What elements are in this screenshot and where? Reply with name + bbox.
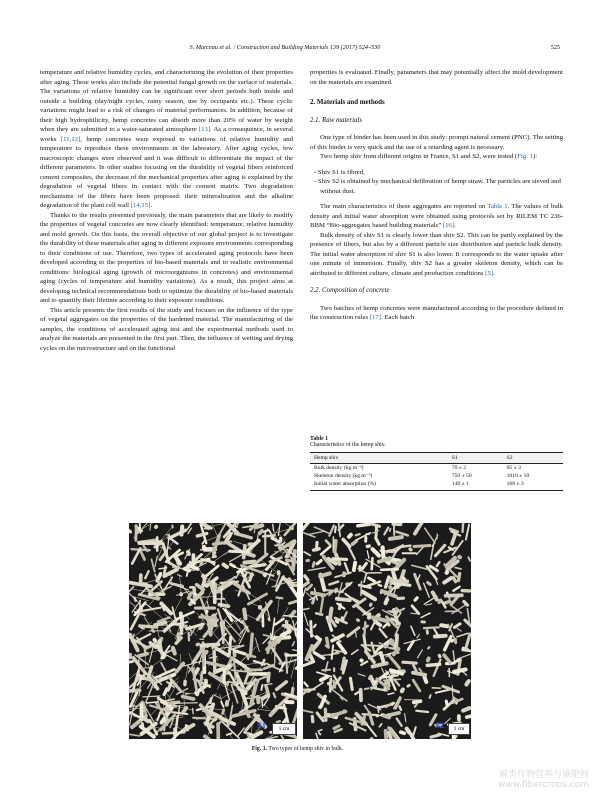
watermark-line: www.fibercrops.com [498,780,589,790]
figure-panel-s2 [303,523,471,739]
shiv-particle [420,620,426,623]
shiv-particle [425,662,441,667]
shiv-particle [305,559,310,563]
text: ): [532,153,538,160]
watermark [498,770,589,790]
shiv-particle [377,583,383,587]
shiv-particle [391,579,409,583]
reference-link[interactable]: [14,15] [130,202,151,209]
shiv-particle [303,681,309,688]
reference-link[interactable]: [17] [369,314,382,321]
shiv-photo-s1 [129,523,297,739]
text: , hemp concretes were exposed to variations of relative humidity and temperature to reproduce these environments in the laboratory. After aging cycles, few macroscopic changes were observed and it was difficult to differentiate the impact of the different parameters. In other studies focusing on the durability of vegetal fibers reinforced cement composites, the decrease of the mechanical properties after aging is explained by the degradation of vegetal fibers in contact with the cement matrix. Two degradation mechanisms of the fibers have been proposed: their mineralization and the alkaline degradation of the plant cell wall [40,135,293,209]
shiv-particle [315,558,323,566]
shiv-particle [333,667,335,672]
shiv-fiber [144,618,153,631]
shiv-particle [364,536,367,543]
shiv-particle [272,692,277,699]
shiv-particle [451,604,466,615]
shiv-particle [307,681,324,693]
shiv-particle [225,700,230,707]
shiv-particle [242,607,248,620]
shiv-particle [280,575,295,587]
shiv-particle [367,576,377,583]
shiv-fiber [242,588,261,601]
shiv-particle [324,539,332,547]
shiv-particle [221,708,226,715]
shiv-particle [255,599,273,622]
shiv-particle [411,678,422,693]
shiv-fiber [224,620,236,632]
reference-link[interactable]: [13] [198,126,211,133]
shiv-particle [411,564,428,570]
shiv-particle [452,585,462,592]
shiv-particle [294,665,297,670]
shiv-particle [317,729,323,733]
shiv-particle [452,685,454,701]
shiv-particle [369,736,374,739]
paragraph [310,231,563,279]
shiv-particle [368,602,373,607]
shiv-fiber [220,687,240,699]
shiv-particle [144,570,151,580]
shiv-particle [367,550,370,559]
shiv-particle [292,649,297,652]
page-number: 525 [550,44,560,51]
shiv-particle [137,651,150,658]
table-header-row [310,453,563,464]
reference-link[interactable]: [16] [442,222,455,229]
shiv-particle [266,570,273,585]
shiv-particle [199,638,204,639]
shiv-particle [129,528,133,534]
shiv-particle [413,596,420,603]
shiv-particle [311,561,315,568]
shiv-particle [398,705,403,711]
shiv-particle [412,523,425,536]
shiv-particle [217,602,230,608]
shiv-particle [331,644,335,660]
shiv-particle [431,687,441,689]
shiv-particle [318,732,322,736]
running-title: S. Marceau et al. / Construction and Building Materials 139 (2017) 524–530 [189,44,381,51]
shiv-particle [318,571,333,579]
shiv-photo-s2 [303,523,471,739]
figure-caption-label: Fig. 1. [251,746,268,752]
shiv-particle [342,571,347,578]
shiv-particle [248,632,254,658]
shiv-particle [278,523,282,536]
shiv-particle [461,705,471,713]
shiv-particle [461,589,471,593]
table-caption: Characteristics of the hemp shiv. [310,442,386,448]
shiv-particle [367,711,374,726]
shiv-particle [355,632,357,638]
shiv-particle [288,597,297,605]
shiv-particle [456,632,469,638]
table-row [310,472,563,480]
shiv-particle [284,700,294,705]
shiv-particle [426,646,430,651]
table-cell: 95 ± 3 [506,465,521,471]
paragraph: This article presents the first results of the study and focuses on the influence of the type of vegetal aggregates on the properties of the hardened material. The manufacturing of the samples, the conditions of accelerated aging test and the experimental methods used to analyze the materials are presented in the first part. Then, the influence of wetting and drying cycles on the microstructure and on the functional [40,306,293,352]
paragraph [310,304,563,323]
shiv-particle [404,713,407,723]
shiv-particle [309,620,313,638]
shiv-particle [351,649,359,656]
shiv-particle [261,736,278,739]
shiv-particle [308,531,326,536]
text: Two hemp shiv from different origins in France, S1 and S2, were tested ( [320,153,518,160]
shiv-particle [145,679,156,704]
shiv-particle [378,651,385,664]
shiv-particle [192,708,194,715]
scale-bar: 1 cm [272,723,296,735]
shiv-particle [467,556,471,562]
text: . [150,202,153,209]
shiv-particle [461,648,471,653]
shiv-particle [441,684,460,693]
shiv-particle [401,661,418,665]
table-cell: 1010 ± 50 [506,473,530,479]
shiv-particle [129,653,132,660]
shiv-particle [464,678,471,687]
text: . The values of bulk density and initial water absorption were obtained using protocols set by RILEM TC 236-BBM “Bio-aggregates based building materials” [310,203,563,229]
shiv-particle [171,524,173,528]
text: . [454,222,456,229]
shiv-particle [307,567,325,572]
shiv-particle [395,717,403,728]
shiv-particle [156,711,161,722]
shiv-particle [454,567,462,570]
text: Bulk density of shiv S1 is clearly lower than shiv S2. This can be partly explained by the presence of fibers, but also by a different particle size distribution and particle bulk density. The initial water absorption of shiv S1 is also lower. It corresponds to the water uptake after one minute of immersion. Finally, shiv S2 has a greater skeleton density, which can be attributed to different culture, climate and production conditions [310,231,563,277]
list-item: - Shiv S2 is obtained by mechanical defibration of hemp straw. The particles are sieved and without dust. [314,178,561,195]
shiv-particle [365,544,371,548]
shiv-particle [396,596,405,600]
shiv-particle [378,723,382,728]
shiv-particle [303,709,314,713]
shiv-particle [142,544,149,553]
shiv-particle [136,633,151,642]
shiv-particle [374,536,382,547]
shiv-particle [303,551,311,557]
shiv-particle [402,552,417,554]
shiv-particle [457,554,463,560]
shiv-particle [413,572,422,590]
shiv-particle [129,590,138,602]
shiv-particle [303,574,310,583]
subsection-heading: 2.2. Composition of concrete [310,287,390,294]
shiv-particle [312,623,317,628]
shiv-particle [415,709,429,713]
shiv-particle [346,532,354,540]
shiv-particle [416,634,420,639]
shiv-particle [361,561,369,570]
shiv-particle [175,610,195,620]
shiv-particle [207,600,209,607]
table-cell: 750 ± 50 [451,473,472,479]
shiv-particle [355,532,372,542]
shiv-fiber [277,598,279,614]
shiv-particle [411,671,428,678]
shiv-particle [346,626,361,639]
table-cell: 70 ± 2 [451,465,467,471]
column-header: Hemp shiv [310,453,448,464]
text: Two batches of hemp concretes were manufactured according to the procedure defined in the construction rules [310,304,563,321]
text: . As a consequence, in several works [40,126,293,143]
paragraph [40,68,293,211]
paragraph: Thanks to the results presented previously, the main parameters that are likely to modify the properties of vegetal concretes are now clearly identified: temperature, relative humidity and mold growth. On this basis, the overall objective of our global project is to investigate the durability of these materials after aging in different exposure environments corresponding to their conditions of use. Therefore, two types of accelerated aging protocols have been developed according to the properties of bio-based materials and to realistic environmental conditions: biological aging (growth of microorganisms in concretes) and environmental aging (cycles of temperature and humidity variations). As a result, this project aims at developing technical recommendations both to optimize the durability of bio-based materials and to quantify their lifetime according to their exposure conditions. [40,211,293,304]
shiv-particle [310,591,327,598]
shiv-particle [303,587,306,597]
shiv-particle [313,526,331,535]
text: . Each batch [381,314,415,321]
shiv-particle [457,714,461,721]
shiv-particle [364,687,370,690]
table-cell: 148 ± 1 [448,480,503,491]
shiv-particle [277,570,281,576]
shiv-fiber [174,598,182,613]
shiv-particle [357,673,365,677]
reference-link[interactable]: [11,12] [60,135,81,143]
shiv-list [310,168,563,197]
shiv-particle [221,562,230,570]
table-cell: Skeleton density (kg.m⁻³) [314,473,373,479]
shiv-particle [180,694,195,701]
scale-bar: 1 cm [448,723,470,735]
shiv-particle [211,632,227,649]
shiv-particle [354,533,361,537]
panel-label-s1: S1 [257,720,266,730]
shiv-particle [386,711,402,718]
figure-caption [0,746,595,752]
shiv-particle [310,715,314,724]
shiv-particle [426,629,429,635]
column-header: S1 [448,453,503,464]
shiv-particle [321,669,331,672]
shiv-fiber [257,709,274,712]
shiv-particle [188,632,191,642]
subsection-heading: 2.1. Raw materials [310,116,363,124]
shiv-particle [274,679,289,691]
shiv-particle [417,649,424,659]
shiv-particle [465,713,471,720]
shiv-particle [366,723,378,737]
shiv-particle [388,535,405,541]
left-column [40,68,293,353]
table-row [310,464,563,473]
shiv-particle [408,547,414,553]
shiv-particle [378,627,388,639]
shiv-particle [134,524,137,542]
table-cell: 168 ± 3 [503,480,563,491]
figure-link[interactable]: Fig. 1 [517,153,533,160]
shiv-particle [370,546,382,558]
table-link[interactable]: Table 1 [487,203,508,210]
text: The main characteristics of these aggregates are reported on [320,203,486,210]
shiv-particle [303,612,308,626]
section-heading: 2. Materials and methods [310,99,385,106]
table-row [310,480,563,491]
shiv-particle [332,689,348,702]
shiv-particle [387,692,395,695]
shiv-particle [229,562,237,568]
panel-label-s2: S2 [435,720,444,730]
table-cell: Initial water absorption (%) [310,480,448,491]
shiv-particle [332,536,334,550]
shiv-particle [423,626,440,629]
paragraph: properties is evaluated. Finally, parameters that may potentially affect the mold development on the materials are examined. [310,69,563,86]
shiv-particle [149,524,151,531]
shiv-particle [370,619,377,631]
shiv-particle [319,597,324,616]
shiv-particle [303,608,310,612]
shiv-particle [328,524,335,537]
shiv-particle [456,627,462,631]
shiv-particle [433,543,447,558]
figure-caption-text: Two types of hemp shiv in bulk. [268,746,344,752]
shiv-particle [383,526,390,536]
shiv-particle [256,695,261,705]
shiv-particle [291,641,295,647]
shiv-particle [263,634,271,638]
running-header [40,44,560,56]
shiv-particle [410,625,416,636]
shiv-particle [406,683,411,688]
shiv-particle [129,732,141,737]
shiv-particle [437,653,442,658]
characteristics-table [310,452,563,491]
shiv-particle [428,694,432,699]
table-cell: Bulk density (kg.m⁻³) [314,465,364,471]
shiv-particle [216,722,220,739]
shiv-particle [355,618,360,623]
shiv-particle [341,537,353,549]
shiv-particle [137,541,162,545]
shiv-fiber [185,615,190,619]
shiv-particle [399,687,405,694]
shiv-particle [436,533,438,539]
shiv-particle [158,552,166,562]
shiv-particle [435,561,441,568]
shiv-fiber [185,665,188,683]
figure-panel-s1 [129,523,297,739]
shiv-particle [398,730,406,736]
shiv-particle [328,580,340,586]
shiv-fiber [183,691,184,710]
shiv-particle [432,658,442,677]
shiv-particle [153,524,159,530]
shiv-particle [465,523,471,540]
shiv-fiber [145,580,156,584]
shiv-particle [444,699,448,706]
shiv-particle [359,688,363,702]
paragraph [310,202,563,231]
shiv-particle [352,560,358,572]
text: . [493,269,495,277]
shiv-particle [429,733,442,739]
text: temperature and relative humidity cycles, and characterizing the evolution of their properties after aging. These works also include the potential fungal growth on the surface of materials. The variations of relative humidity can be significant over short periods both inside and outside a building (day/night cycles, rainy season, use by occupants etc.). These cyclic variations might lead to a risk of changes of material performances. In addition, because of their high hydrophilicity, hemp concretes can absorb more than 20% of water by weight when they are submitted to a water-saturated atmosphere [40,69,293,133]
watermark-line: 麻类作物营养与施肥网 [498,770,589,780]
shiv-particle [169,724,189,739]
shiv-particle [202,734,212,739]
shiv-particle [338,582,343,598]
reference-link[interactable]: [5] [485,269,494,277]
shiv-particle [370,557,374,571]
shiv-particle [255,638,260,653]
shiv-particle [260,684,263,691]
shiv-particle [433,634,448,639]
shiv-particle [349,677,354,692]
table-1 [310,436,563,491]
shiv-particle [425,656,431,663]
shiv-particle [454,638,458,645]
shiv-particle [270,536,281,544]
shiv-particle [263,683,272,686]
shiv-particle [420,612,431,618]
right-column [310,68,563,323]
column-header: S2 [503,453,563,464]
shiv-particle [444,593,464,597]
shiv-particle [425,580,432,586]
list-item: - Shiv S1 is fibred, [314,168,365,176]
table-label: Table 1 [310,436,328,442]
shiv-particle [461,523,464,533]
shiv-particle [366,572,381,574]
shiv-particle [442,698,456,711]
paragraph: One type of binder has been used in this study: prompt natural cement (PNC). The setting of this binder is very quick and the use of a retarding agent is necessary. [310,134,563,151]
shiv-particle [194,607,216,610]
shiv-particle [383,597,390,606]
paragraph [310,152,563,162]
